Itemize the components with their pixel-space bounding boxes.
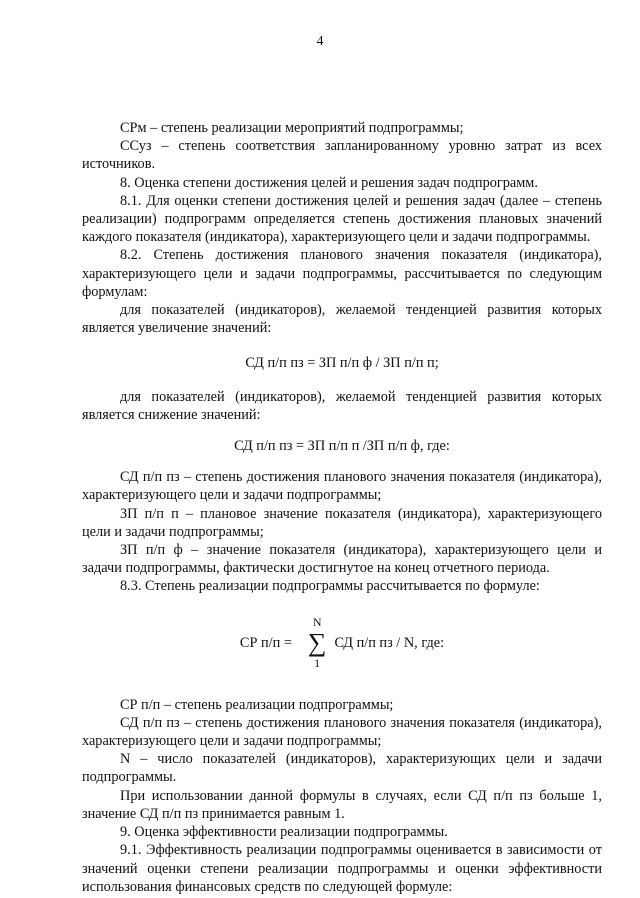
sigma-upper-limit: N (312, 614, 322, 629)
paragraph: СД п/п пз – степень достижения планового значения показателя (индикатора), характеризующего цели и задачи подпрограммы; (82, 714, 602, 750)
paragraph: 9. Оценка эффективности реализации подпрограммы. (120, 824, 448, 841)
sigma-symbol: ∑ (307, 627, 327, 657)
paragraph: 8.3. Степень реализации подпрограммы рассчитывается по формуле: (120, 578, 540, 595)
formula-sum-right: СД п/п пз / N, где: (334, 634, 445, 651)
formula-decrease: СД п/п пз = ЗП п/п п /ЗП п/п ф, где: (234, 438, 450, 455)
sigma-block (308, 616, 327, 670)
formula-sum-left: СР п/п = (239, 634, 292, 651)
paragraph: N – число показателей (индикаторов), характеризующих цели и задачи подпрограммы. (82, 751, 602, 786)
formula-increase: СД п/п пз = ЗП п/п ф / ЗП п/п п; (245, 355, 439, 372)
paragraph: ЗП п/п п – плановое значение показателя (индикатора), характеризующего цели и задачи подпрограммы; (82, 505, 602, 540)
page-number: 4 (316, 34, 324, 49)
paragraph: 9.1. Эффективность реализации подпрограммы оценивается в зависимости от значений оценки степени реализации подпрограммы и оценки эффективности использования финансовых средств по следующей формуле: (82, 842, 602, 895)
paragraph: СР п/п – степень реализации подпрограммы; (120, 696, 394, 713)
paragraph: При использовании данной формулы в случаях, если СД п/п пз больше 1, значение СД п/п пз принимается равным 1. (82, 787, 602, 822)
paragraph: СРм – степень реализации мероприятий подпрограммы; (120, 120, 464, 136)
paragraph-group (82, 468, 602, 595)
paragraph: ЗП п/п ф – значение показателя (индикатора), характеризующего цели и задачи подпрограммы, фактически достигнутое на конец отчетного периода. (82, 542, 602, 577)
paragraph: 8. Оценка степени достижения целей и решения задач подпрограмм. (120, 174, 538, 191)
formula-sum (82, 612, 602, 674)
paragraph-group (82, 119, 602, 337)
paragraph: 8.2. Степень достижения планового значения показателя (индикатора), характеризующего цели и задачи подпрограммы, рассчитывается по следующим формулам: (82, 247, 602, 300)
paragraph: ССуз – степень соответствия запланированному уровню затрат из всех источников. (82, 138, 602, 173)
paragraph: для показателей (индикаторов), желаемой тенденцией развития которых является увеличение значений: (82, 302, 602, 337)
paragraph-group (82, 696, 602, 896)
paragraph: для показателей (индикаторов), желаемой тенденцией развития которых является снижение значений: (82, 388, 602, 423)
paragraph: СД п/п пз – степень достижения планового значения показателя (индикатора), характеризующего цели и задачи подпрограммы; (82, 469, 602, 504)
paragraph: 8.1. Для оценки степени достижения целей и решения задач (далее – степень реализации) подпрограмм определяется степень достижения плановых значений каждого показателя (индикатора), характеризующего цели и задачи подпрограммы. (82, 192, 602, 246)
sigma-lower-limit: 1 (314, 655, 321, 670)
document-body (82, 119, 602, 896)
